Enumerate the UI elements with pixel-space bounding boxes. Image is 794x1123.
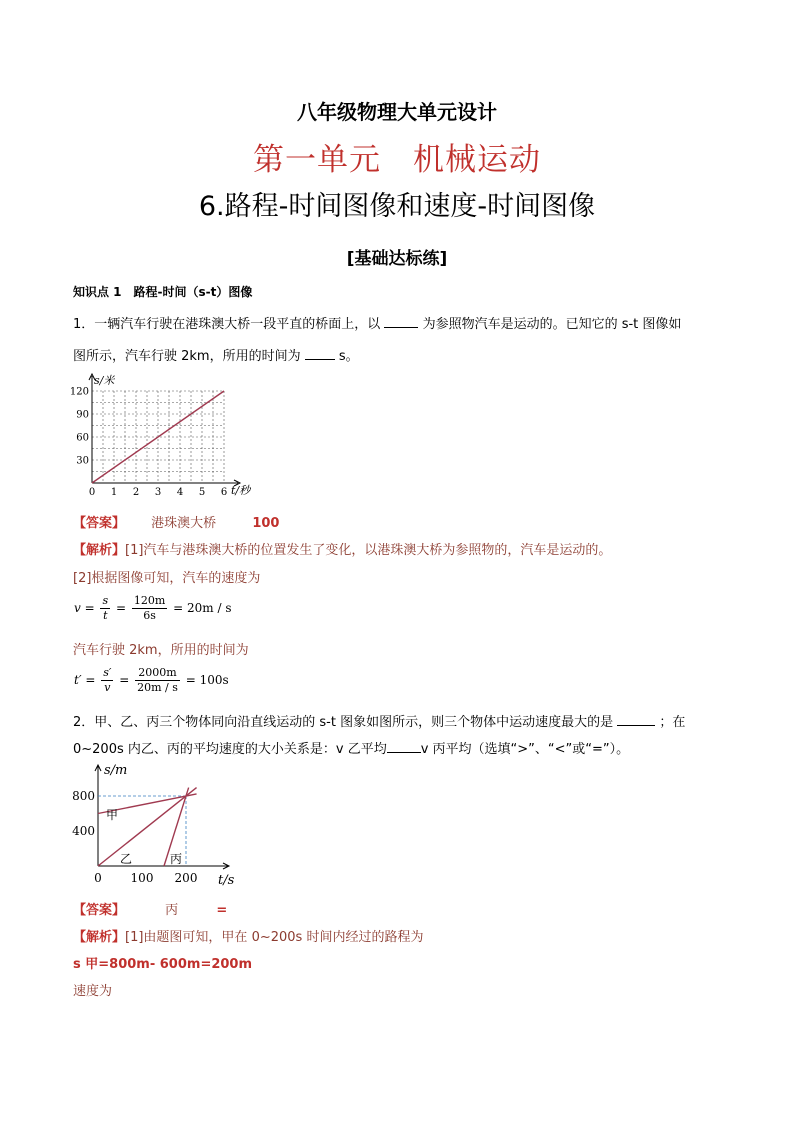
q1-text-c: 图所示，汽车行驶 2km，所用的时间为	[73, 349, 301, 364]
y-tick-label: 120	[69, 386, 89, 398]
knowledge-point-label: 知识点 1 路程-时间（s-t）图像	[73, 285, 253, 299]
eq1-frac2: $\frac{120m}{6s}$	[133, 594, 166, 622]
q1-line2	[73, 345, 359, 364]
q1-answer-1: 港珠澳大桥	[151, 516, 217, 531]
x-tick-label: 5	[198, 487, 206, 498]
q2-blank-2	[387, 739, 421, 753]
eq1-equals: =	[115, 601, 127, 615]
q1-equation-2	[74, 666, 229, 695]
y-tick-label: 400	[72, 824, 95, 838]
y-tick-label: 90	[76, 409, 89, 421]
q1-equation-1	[74, 594, 231, 623]
unit-title: 第一单元 机械运动	[253, 142, 541, 178]
q2-st-chart	[68, 760, 248, 890]
eq1-frac1: $\frac{s}{t}$	[102, 594, 109, 622]
eq2-lhs: t′ =	[74, 673, 96, 687]
x-tick-label: 200	[174, 871, 198, 885]
q2-analysis-3: 速度为	[73, 984, 113, 999]
q2-analysis-1-row	[73, 926, 423, 945]
q1-text-b: 为参照物汽车是运动的。已知它的 s-t 图像如	[422, 317, 682, 332]
q2-chart-series-names	[106, 808, 182, 866]
q2-answer-1: 丙	[165, 903, 179, 918]
q2-answer	[73, 899, 227, 918]
x-tick-label: 4	[176, 487, 184, 498]
q1-st-chart	[68, 370, 268, 498]
eq2-rhs: = 100s	[185, 673, 229, 687]
q2-analysis-1: [1]由题图可知，甲在 0~200s 时间内经过的路程为	[125, 930, 424, 945]
series-name-丙: 丙	[170, 852, 183, 866]
q1-analysis-2: [2]根据图像可知，汽车的速度为	[73, 571, 261, 586]
y-tick-label: 800	[72, 789, 95, 803]
q2-line2	[73, 738, 629, 757]
x-tick-label: 2	[132, 487, 140, 498]
q1-analysis-1: [1]汽车与港珠澳大桥的位置发生了变化，以港珠澳大桥为参照物的，汽车是运动的。	[125, 543, 612, 558]
q1-line1	[73, 313, 681, 332]
q1-analysis-1-row	[73, 539, 611, 558]
q2-analysis-label: 【解析】	[73, 930, 126, 945]
lesson-title: 6.路程-时间图像和速度-时间图像	[198, 191, 596, 222]
y-tick-label: 30	[76, 455, 89, 467]
q1-answer-2: 100	[252, 516, 280, 531]
q1-blank-1	[384, 314, 418, 328]
q2-text-c: 0~200s 内乙、丙的平均速度的大小关系是：v 乙平均	[73, 742, 387, 757]
series-name-甲: 甲	[106, 807, 119, 822]
q1-analysis-3: 汽车行驶 2km，所用的时间为	[73, 643, 249, 658]
q2-text-d: v 丙平均（选填“>”、“<”或“=”）。	[420, 742, 630, 757]
eq1-lhs: v =	[74, 601, 95, 615]
eq1-rhs: = 20m / s	[173, 601, 232, 615]
eq2-equals: =	[119, 673, 130, 687]
x-tick-label: 100	[130, 871, 154, 885]
q2-text-b: ；在	[659, 715, 686, 730]
q2-answer-2: =	[216, 903, 228, 918]
q1-answer-label: 【答案】	[73, 516, 126, 531]
x-tick-label: 0	[88, 487, 96, 498]
eq2-frac2: $\frac{2000m}{20m / s}$	[137, 666, 178, 694]
section-title: [基础达标练]	[346, 249, 448, 269]
q2-blank-1	[617, 712, 655, 726]
x-tick-label: 1	[110, 487, 118, 498]
q2-chart-ylabel: s/m	[104, 763, 128, 778]
q2-text-a: 2．甲、乙、丙三个物体同向沿直线运动的 s-t 图象如图所示，则三个物体中运动速度最大的是	[73, 715, 614, 730]
q1-answer	[73, 512, 279, 531]
q1-text-a: 1．一辆汽车行驶在港珠澳大桥一段平直的桥面上，以	[73, 317, 381, 332]
series-name-乙: 乙	[120, 852, 133, 866]
x-tick-label: 0	[94, 871, 102, 885]
y-tick-label: 60	[76, 432, 89, 444]
q1-blank-2	[305, 346, 335, 360]
q1-analysis-label: 【解析】	[73, 543, 126, 558]
q2-answer-label: 【答案】	[73, 903, 126, 918]
q2-analysis-2: s 甲=800m- 600m=200m	[73, 957, 253, 972]
q1-text-d: s。	[338, 349, 359, 364]
q2-line1	[73, 711, 685, 730]
q2-chart-xlabel: t/s	[218, 873, 235, 888]
eq2-frac1: $\frac{s'}{v}$	[103, 666, 112, 694]
q1-chart-ylabel: s/米	[94, 374, 115, 387]
doc-title: 八年级物理大单元设计	[297, 100, 497, 124]
x-tick-label: 6	[220, 487, 228, 498]
q1-chart-xlabel: t/秒	[231, 484, 251, 497]
x-tick-label: 3	[154, 487, 162, 498]
